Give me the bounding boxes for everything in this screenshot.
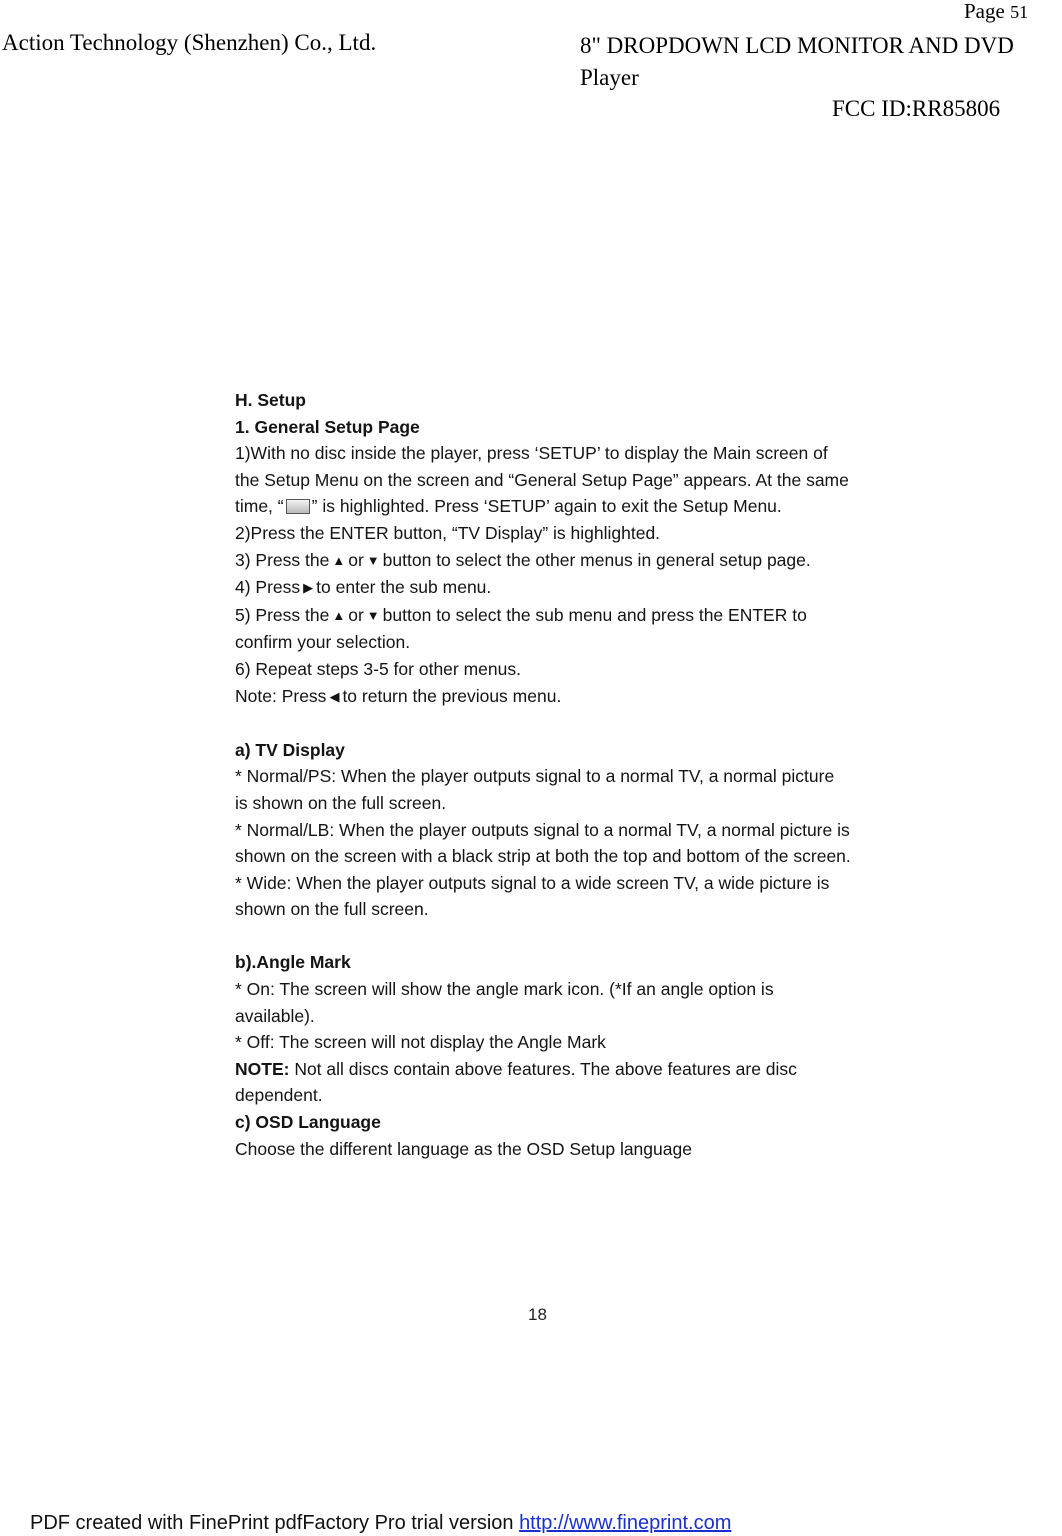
section-title: H. Setup <box>235 390 306 410</box>
product-title: 8" DROPDOWN LCD MONITOR AND DVD Player <box>580 33 1014 90</box>
footer-text: PDF created with FinePrint pdfFactory Pro trial version <box>30 1512 520 1534</box>
page-word: Page <box>964 0 1005 23</box>
left-triangle-icon: ◀ <box>329 688 340 704</box>
down-triangle-icon: ▼ <box>366 607 380 623</box>
tv-display-item: * Normal/PS: When the player outputs signal to a normal TV, a normal picture is shown on the full screen. <box>235 766 835 813</box>
step-1: 1)With no disc inside the player, press ‘SETUP’ to display the Main screen of the Setup Menu on the screen and “General Setup Page” appears. At the same time, “ ” is highlighted. Press ‘SETUP’ again to exit the Setup Menu. <box>235 443 849 517</box>
angle-mark-note: NOTE: Not all discs contain above features. The above features are disc dependent. <box>235 1058 797 1106</box>
step-4: 4) Press ▶ to enter the sub menu. <box>235 574 851 602</box>
step-3: 3) Press the ▲ or ▼ button to select the other menus in general setup page. <box>235 547 851 575</box>
note: Note: Press ◀ to return the previous menu. <box>235 683 851 711</box>
setup-menu-icon <box>286 499 310 514</box>
page-label <box>964 0 1028 23</box>
angle-mark-heading: b).Angle Mark <box>235 952 351 973</box>
up-triangle-icon: ▲ <box>332 552 346 568</box>
osd-language-heading: c) OSD Language <box>235 1112 381 1133</box>
angle-mark-off: * Off: The screen will not display the Angle Mark <box>235 1032 606 1053</box>
osd-language-text: Choose the different language as the OSD Setup language <box>235 1138 692 1159</box>
section-subtitle: 1. General Setup Page <box>235 416 420 437</box>
manual-page-number: 18 <box>528 1305 547 1324</box>
pdf-footer <box>30 1512 731 1535</box>
tv-display-item: * Wide: When the player outputs signal to a wide screen TV, a wide picture is shown on the full screen. <box>235 872 830 920</box>
fcc-id: FCC ID:RR85806 <box>832 96 1001 121</box>
step-2: 2)Press the ENTER button, “TV Display” is highlighted. <box>235 522 661 543</box>
up-triangle-icon: ▲ <box>332 607 346 623</box>
fineprint-link[interactable]: http://www.fineprint.com <box>519 1512 732 1534</box>
angle-mark-on: * On: The screen will show the angle mark icon. (*If an angle option is available). <box>235 979 774 1026</box>
down-triangle-icon: ▼ <box>366 552 380 568</box>
tv-display-item: * Normal/LB: When the player outputs signal to a normal TV, a normal picture is shown on the screen with a black strip at both the top and bottom of the screen. <box>235 819 851 867</box>
manual-page <box>235 387 851 1162</box>
right-triangle-icon: ▶ <box>303 580 314 596</box>
company-name: Action Technology (Shenzhen) Co., Ltd. <box>2 30 377 55</box>
page-number: 51 <box>1010 2 1029 22</box>
tv-display-heading: a) TV Display <box>235 739 345 760</box>
step-5: 5) Press the ▲ or ▼ button to select the sub menu and press the ENTER to confirm your selection. <box>235 604 807 653</box>
step-6: 6) Repeat steps 3-5 for other menus. <box>235 658 521 679</box>
